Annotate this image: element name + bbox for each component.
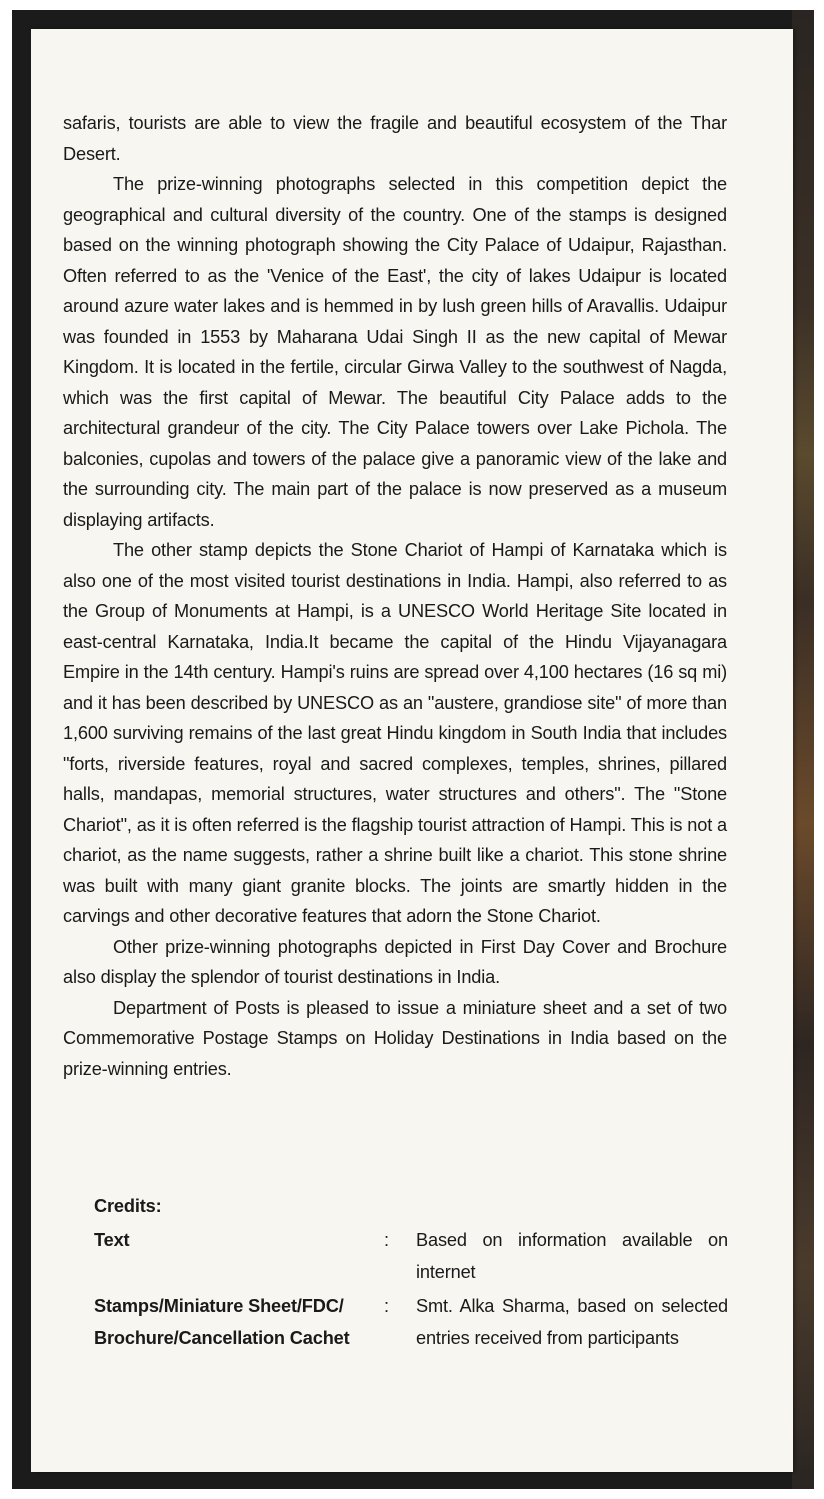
credit-label: Stamps/Miniature Sheet/FDC/ Brochure/Cancellation Cachet: [94, 1296, 350, 1348]
paragraph-1: safaris, tourists are able to view the fragile and beautiful ecosystem of the Thar Desert.: [63, 113, 727, 164]
credits-title: Credits:: [94, 1196, 162, 1216]
brochure-edge: [792, 10, 814, 1489]
credit-value: Smt. Alka Sharma, based on selected entries received from participants: [416, 1296, 728, 1348]
paragraph-5: Department of Posts is pleased to issue a miniature sheet and a set of two Commemorative Postage Stamps on Holiday Destinations in India based on the prize-winning entries.: [63, 997, 727, 1079]
credit-row-text: [94, 1224, 728, 1288]
credit-value: Based on information available on internet: [416, 1230, 728, 1282]
credits-section: [94, 1190, 728, 1354]
credit-separator: :: [384, 1230, 389, 1250]
paragraph-4: Other prize-winning photographs depicted in First Day Cover and Brochure also display the splendor of tourist destinations in India.: [63, 936, 727, 987]
credit-label: Text: [94, 1230, 130, 1250]
credit-separator: :: [384, 1296, 389, 1316]
paragraph-3: The other stamp depicts the Stone Chariot of Hampi of Karnataka which is also one of the most visited tourist destinations in India. Hampi, also referred to as the Group of Monuments at Hampi, is a UNESCO World Heritage Site located in east-central Karnataka, India.It became the capital of the Hindu Vijayanagara Empire in the 14th century. Hampi's ruins are spread over 4,100 hectares (16 sq mi) and it has been described by UNESCO as an "austere, grandiose site" of more than 1,600 surviving remains of the last great Hindu kingdom in South India that includes "forts, riverside features, royal and sacred complexes, temples, shrines, pillared halls, mandapas, memorial structures, water structures and others". The "Stone Chariot", as it is often referred is the flagship tourist attraction of Hampi. This is not a chariot, as the name suggests, rather a shrine built like a chariot. This stone shrine was built with many giant granite blocks. The joints are smartly hidden in the carvings and other decorative features that adorn the Stone Chariot.: [63, 540, 727, 926]
body-text: [63, 108, 727, 1084]
paragraph-2: The prize-winning photographs selected in this competition depict the geographical and cultural diversity of the country. One of the stamps is designed based on the winning photograph showing the City Palace of Udaipur, Rajasthan. Often referred to as the 'Venice of the East', the city of lakes Udaipur is located around azure water lakes and is hemmed in by lush green hills of Aravallis. Udaipur was founded in 1553 by Maharana Udai Singh II as the new capital of Mewar Kingdom. It is located in the fertile, circular Girwa Valley to the southwest of Nagda, which was the first capital of Mewar. The beautiful City Palace adds to the architectural grandeur of the city. The City Palace towers over Lake Pichola. The balconies, cupolas and towers of the palace give a panoramic view of the lake and the surrounding city. The main part of the palace is now preserved as a museum displaying artifacts.: [63, 174, 727, 530]
credit-row-design: [94, 1290, 728, 1354]
